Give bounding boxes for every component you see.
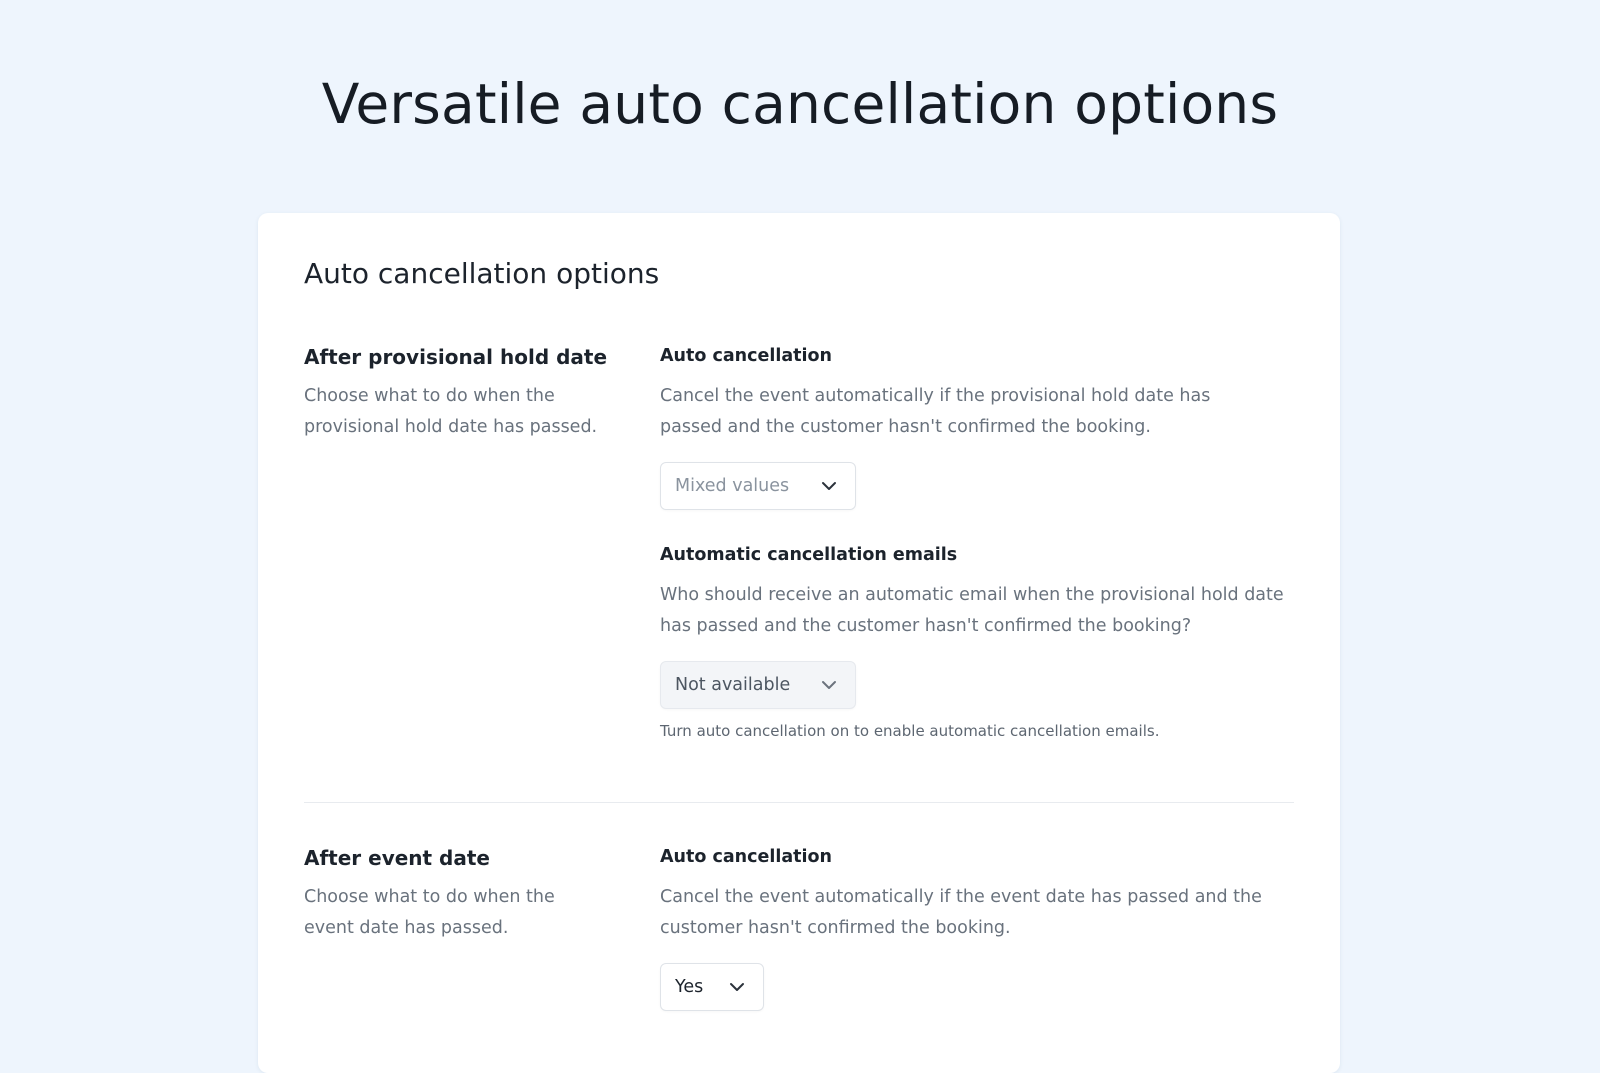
field-label: Automatic cancellation emails [660,545,958,565]
select-value: Yes [675,977,704,997]
help-text: Turn auto cancellation on to enable automatic cancellation emails. [660,722,1160,740]
auto-cancellation-field [660,344,1300,510]
auto-cancellation-select[interactable] [660,963,764,1011]
section-info [304,845,624,944]
automatic-cancellation-emails-field [660,543,1300,741]
field-description: Cancel the event automatically if the provisional hold date has passed and the customer hasn't confirmed the booking. [660,386,1211,437]
field-label: Auto cancellation [660,847,833,867]
section-info [304,344,624,443]
auto-cancellation-select[interactable] [660,462,856,510]
auto-cancellation-field [660,845,1300,1011]
section-description: Choose what to do when the event date has passed. [304,887,555,938]
chevron-down-icon [819,675,839,695]
chevron-down-icon [819,476,839,496]
field-description: Cancel the event automatically if the event date has passed and the customer hasn't confirmed the booking. [660,887,1262,938]
section-fields [660,845,1300,1011]
section-heading: After event date [304,846,490,870]
select-value: Mixed values [675,476,790,496]
page-title: Versatile auto cancellation options [321,72,1279,136]
chevron-down-icon [727,977,747,997]
auto-cancellation-card [258,213,1340,1073]
section-divider [304,802,1294,803]
cancellation-emails-select [660,661,856,709]
card-title: Auto cancellation options [304,257,660,290]
section-heading: After provisional hold date [304,345,608,369]
section-description: Choose what to do when the provisional hold date has passed. [304,386,598,437]
field-label: Auto cancellation [660,346,833,366]
field-description: Who should receive an automatic email when the provisional hold date has passed and the customer hasn't confirmed the booking? [660,585,1284,636]
section-fields [660,344,1300,741]
select-value: Not available [675,675,791,695]
